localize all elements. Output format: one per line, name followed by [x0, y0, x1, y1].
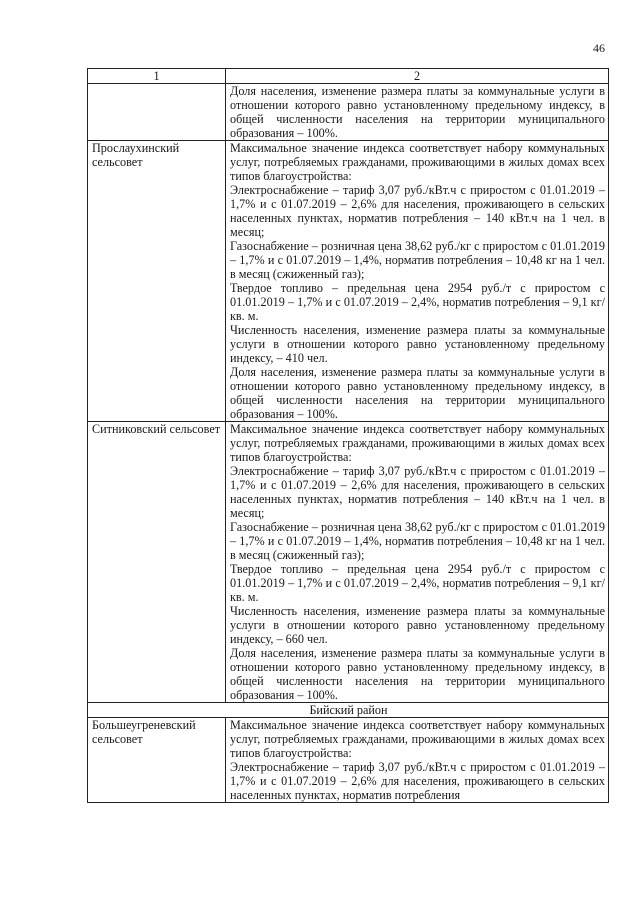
section-title: Бийский район [88, 703, 609, 718]
description-cell [226, 422, 609, 703]
municipality-name: Прослаухинский сельсовет [88, 141, 226, 422]
description-paragraph: Численность населения, изменение размера платы за коммунальные услуги в отношении которого равно установленному предельному индексу, – 410 чел. [230, 323, 605, 365]
section-row [88, 703, 609, 718]
description-paragraph: Твердое топливо – предельная цена 2954 руб./т с приростом с 01.01.2019 – 1,7% и с 01.07.2019 – 2,4%, норматив потребления – 9,1 кг/кв. м. [230, 562, 605, 604]
table-header-row [88, 69, 609, 84]
description-cell [226, 141, 609, 422]
description-paragraph: Электроснабжение – тариф 3,07 руб./кВт.ч с приростом с 01.01.2019 – 1,7% и с 01.07.2019 – 2,6% для населения, проживающего в сельских населенных пунктах, норматив потребления – 140 кВт.ч на 1 чел. в месяц; [230, 464, 605, 520]
description-cell [226, 84, 609, 141]
description-paragraph: Доля населения, изменение размера платы за коммунальные услуги в отношении которого равно установленному предельному индексу, в общей численности населения на территории муниципального образования – 100%. [230, 365, 605, 421]
table-row [88, 141, 609, 422]
description-paragraph: Численность населения, изменение размера платы за коммунальные услуги в отношении которого равно установленному предельному индексу, – 660 чел. [230, 604, 605, 646]
table-row [88, 422, 609, 703]
description-paragraph: Максимальное значение индекса соответствует набору коммунальных услуг, потребляемых гражданами, проживающими в жилых домах всех типов благоустройства: [230, 718, 605, 760]
description-paragraph: Максимальное значение индекса соответствует набору коммунальных услуг, потребляемых гражданами, проживающими в жилых домах всех типов благоустройства: [230, 422, 605, 464]
column-header-1: 1 [88, 69, 226, 84]
description-paragraph: Твердое топливо – предельная цена 2954 руб./т с приростом с 01.01.2019 – 1,7% и с 01.07.2019 – 2,4%, норматив потребления – 9,1 кг/кв. м. [230, 281, 605, 323]
description-paragraph: Доля населения, изменение размера платы за коммунальные услуги в отношении которого равно установленному предельному индексу, в общей численности населения на территории муниципального образования – 100%. [230, 84, 605, 140]
description-paragraph: Доля населения, изменение размера платы за коммунальные услуги в отношении которого равно установленному предельному индексу, в общей численности населения на территории муниципального образования – 100%. [230, 646, 605, 702]
municipality-name [88, 84, 226, 141]
description-paragraph: Газоснабжение – розничная цена 38,62 руб./кг с приростом с 01.01.2019 – 1,7% и с 01.07.2019 – 1,4%, норматив потребления – 10,48 кг на 1 чел. в месяц (сжиженный газ); [230, 239, 605, 281]
municipality-name: Большеугреневский сельсовет [88, 718, 226, 803]
municipality-name: Ситниковский сельсовет [88, 422, 226, 703]
table-body [88, 69, 609, 803]
description-cell [226, 718, 609, 803]
description-paragraph: Газоснабжение – розничная цена 38,62 руб./кг с приростом с 01.01.2019 – 1,7% и с 01.07.2019 – 1,4%, норматив потребления – 10,48 кг на 1 чел. в месяц (сжиженный газ); [230, 520, 605, 562]
description-paragraph: Максимальное значение индекса соответствует набору коммунальных услуг, потребляемых гражданами, проживающими в жилых домах всех типов благоустройства: [230, 141, 605, 183]
table-row [88, 718, 609, 803]
description-paragraph: Электроснабжение – тариф 3,07 руб./кВт.ч с приростом с 01.01.2019 – 1,7% и с 01.07.2019 – 2,6% для населения, проживающего в сельских населенных пунктах, норматив потребления [230, 760, 605, 802]
table-row [88, 84, 609, 141]
column-header-2: 2 [226, 69, 609, 84]
description-paragraph: Электроснабжение – тариф 3,07 руб./кВт.ч с приростом с 01.01.2019 – 1,7% и с 01.07.2019 – 2,6% для населения, проживающего в сельских населенных пунктах, норматив потребления – 140 кВт.ч на 1 чел. в месяц; [230, 183, 605, 239]
page-number: 46 [593, 41, 605, 55]
tariff-table [87, 68, 609, 803]
